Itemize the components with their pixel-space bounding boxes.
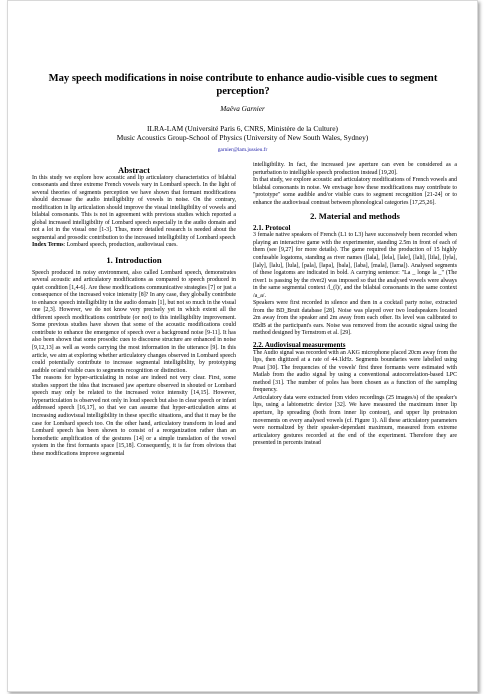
index-terms-text: : Lombard speech, production, audiovisual cues. <box>63 242 178 249</box>
index-terms-label: Index Terms <box>32 242 64 249</box>
affiliation <box>38 124 447 143</box>
affiliation-line-2: Music Acoustics Group-School of Physics (University of New South Wales, Sydney) <box>116 133 369 143</box>
left-column <box>32 167 236 458</box>
protocol-heading: 2.1. Protocol <box>253 223 291 232</box>
protocol-paragraph-1: 3 female native speakers of French (L1 to L3) have successively been recorded when playing an interactive game with the experimenter, standing 2.5m in front of each of them (see [9,27] for more details). The game required the production of 15 highly confusable logatoms, standing as river names ([lala], [lela], [lale], [lali], [lila], [lyla], [laly], [lalu], [lula], [pala], [lapa], [bala], [laba], [mala], [lama]). Analysed segments of these logatoms are indicated in bold. A carrying sentence: "La _ longe la _" (The river1 is passing by the river2) was imposed so that the analysed vowels were always in the same segmental context /l_(l)/, and the bilabial consonants in the same context /a_a/. <box>253 232 457 299</box>
author-email[interactable]: garnier@lam.jussieu.fr <box>217 147 268 153</box>
introduction-paragraph-2: The reasons for hyper-articulating in noise are indeed not very clear. First, some studies support the idea that increased jaw aperture observed in shouted or Lombard speech may only be related to the increased voice intensity [14,15]. However, hyperarticulation is observed not only in loud speech but also in clear speech or infant addressed speech [16,17], so that we can assume that hyper-articulation aims at increasing audiovisual intelligibility in these specific situations, and that it may be the case for Lombard speech too. On the other hand, articulatory transform in loud and Lombard speech has been shown to consist of a reorganization rather than an homothetic amplification of the gestures [14] or a simple translation of the vowel system in the first formants space [15,18]. Consequently, it is far from obvious that these modifications improve segmental <box>32 375 236 457</box>
paper-page <box>7 0 478 692</box>
paper-title: May speech modifications in noise contribute to enhance audio-visible cues to segment perception? <box>48 73 438 97</box>
abstract-text: In this study we explore how acoustic and lip articulatory characteristics of bilabial consonants and three extreme French vowels vary in Lombard speech. In the light of several theories of segments perception we have shown that formant modifications should decrease the audio intelligibility of vowels in noise. On the contrary, modification in lip articulation should improve the visual intelligibility of vowels and bilabial consonants. This is not in agreement with previous studies which reported a global increased intelligibility of Lombard speech especially in the audio domain and not a lot in the visual one [1-3]. Thus, more detailed research is needed about the segmental and prosodic contribution to the increased intelligibility of Lombard speech <box>32 174 236 241</box>
audiovisual-paragraph-1: The Audio signal was recorded with an AKG microphone placed 20cm away from the lips, then digitized at a rate of 44.1kHz. Segments boundaries were labelled using Praat [30]. The frequencies of the vowels' first three formants were estimated with Matlab from the audio signal by using a conventional autocorrelation-based LPC method [31]. The number of poles has been chosen as a function of the sampling frequency. <box>253 349 457 394</box>
affiliation-line-1: ILRA-LAM (Université Paris 6, CNRS, Ministère de la Culture) <box>147 124 338 133</box>
right-column <box>253 162 457 448</box>
right-paragraph-2: In that study, we explore acoustic and articulatory modifications of French vowels and bilabial consonants in noise. We envisage how these modifications may contribute to "prototype" some audible and/or visible cues to segment recognition [21-24] or to enhance the audiovisual contrast between phonological categories [17,25,26]. <box>253 177 457 206</box>
audiovisual-heading: 2.2. Audiovisual measurements <box>253 341 346 350</box>
protocol-paragraph-2: Speakers were first recorded in silence and then in a cocktail party noise, extracted from the BD_Bruit database [28]. Noise was played over two loudspeakers located 2m away from the speaker and 2m away from each other. Its level was calibrated to 85dB at the participant's ears. Noise was removed from the acoustic signal using the method designed by Ternstrom et al. [29]. <box>253 300 457 337</box>
right-paragraph-1: intelligibility. In fact, the increased jaw aperture can even be considered as a perturbation to intelligible speech production instead [19,20]. <box>253 162 457 176</box>
methods-heading: 2. Material and methods <box>310 211 400 222</box>
audiovisual-paragraph-2: Articulatory data were extracted from video recordings (25 images/s) of the speaker's lips, using a labiometric device [32]. We have measured the maximum inner lip aperture, lip spreading (both from inner lip contour), and upper lip protrusion movements on every analysed vowels (cf. Figure 1). All these articulatory parameters were normalized by their speaker-dependant maximum, measured from extreme articulatory gestures recorded at the end of the experiment. Therefore they are presented in percents instead <box>253 394 457 447</box>
author-name: Maëva Garnier <box>220 105 265 113</box>
abstract-heading: Abstract <box>118 165 150 175</box>
introduction-heading: 1. Introduction <box>106 255 162 266</box>
index-terms <box>32 242 236 250</box>
introduction-paragraph-1: Speech produced in noisy environment, also called Lombard speech, demonstrates several acoustic and articulatory modifications as compared to speech produced in quiet condition [1,4-6]. Are these modifications communicative strategies [7] or just a consequence of the increased voice intensity [8]? In any case, they globally contribute to enhance speech intelligibility in the audio domain [1], but not so much in the visual one [2,3]. However, we do not know very precisely yet in which extent all the different speech modifications contribute (or not) to this intelligibility improvement. Some previous studies have shown that some of the acoustic modifications could contribute to enhance the emergence of speech over a background noise [9-11]. It has also been shown that some prosodic cues to discourse structure are enhanced in noise [9,12,13] as well as words carrying the most information in the utterance [9]. In this article, we aim at exploring whether articulatory changes observed in Lombard speech could potentially contribute to increase segmental intelligibility, by prototyping audible or/and visible cues to segments recognition or distinction. <box>32 269 236 374</box>
